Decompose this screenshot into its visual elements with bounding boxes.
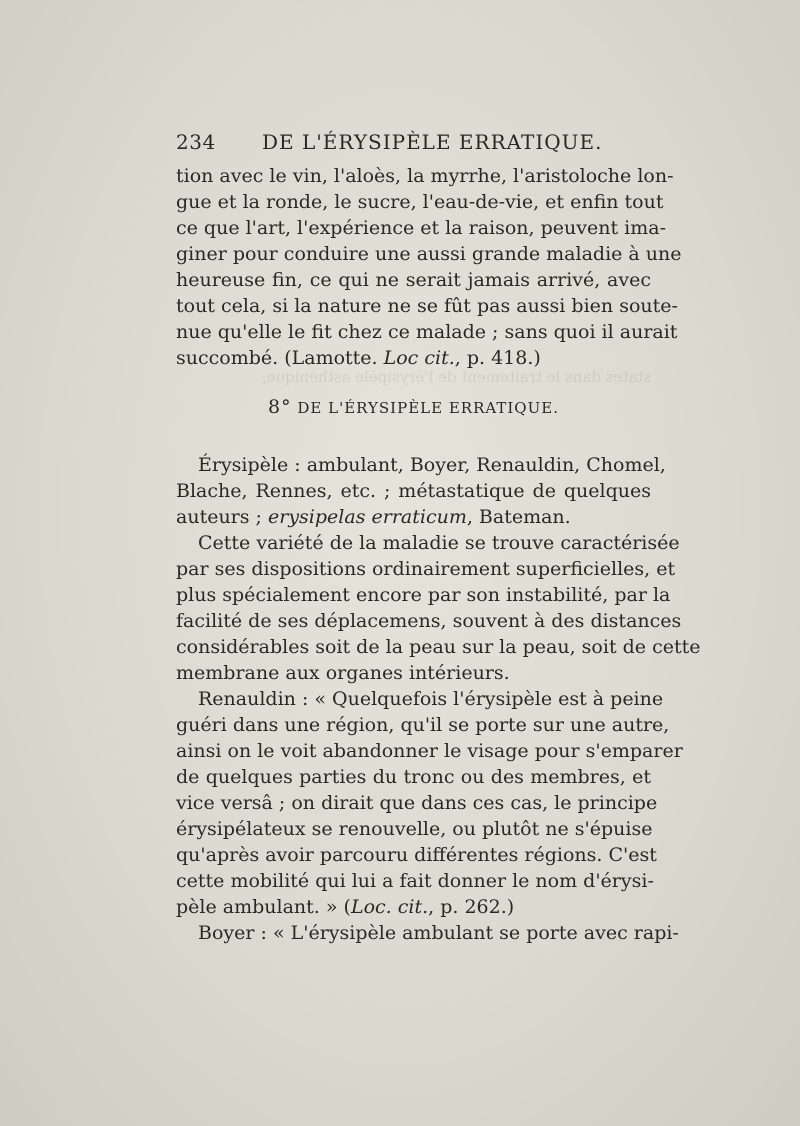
text-line: gue et la ronde, le sucre, l'eau-de-vie, et enfin tout [176, 191, 664, 213]
citation-page: , p. 262.) [428, 896, 515, 918]
text-line: qu'après avoir parcouru différentes régions. C'est [176, 844, 657, 866]
text-line: vice versâ ; on dirait que dans ces cas, le principe [176, 792, 658, 814]
text-line: de quelques parties du tronc ou des membres, et [176, 766, 651, 788]
text-line: guéri dans une région, qu'il se porte sur une autre, [176, 714, 670, 736]
text-line: érysipélateux se renouvelle, ou plutôt ne s'épuise [176, 818, 653, 840]
text-line: tout cela, si la nature ne se fût pas aussi bien soute- [176, 295, 678, 317]
text-line: Cette variété de la maladie se trouve caractérisée [198, 532, 680, 554]
synonyms-line: Érysipèle : ambulant, Boyer, Renauldin, Chomel, [198, 454, 666, 476]
citation-line [176, 894, 651, 920]
bleed-through: states dans le traitement de l'érysipèle asthénique; [261, 368, 651, 386]
synonyms-line [176, 504, 651, 530]
citation-text: pèle ambulant. » ( [176, 896, 351, 918]
section-number: 8° [268, 396, 292, 418]
text-line: considérables soit de la peau sur la peau, soit de cette [176, 636, 701, 658]
text-line: ce que l'art, l'expérience et la raison, peuvent ima- [176, 217, 666, 239]
text-line: membrane aux organes intérieurs. [176, 662, 510, 684]
text-line: tion avec le vin, l'aloès, la myrrhe, l'aristoloche lon- [176, 165, 674, 187]
citation-italic: Loc. cit. [350, 896, 429, 918]
synonyms-text: auteurs ; [176, 506, 268, 528]
running-title: DE L'ÉRYSIPÈLE ERRATIQUE. [262, 130, 603, 154]
citation-text: succombé. (Lamotte. [176, 347, 384, 369]
section-title: DE L'ÉRYSIPÈLE ERRATIQUE. [297, 399, 559, 417]
synonyms-line: Blache, Rennes, etc. ; métastatique de quelques [176, 480, 651, 502]
section-heading [176, 396, 651, 418]
citation-page: , p. 418.) [454, 347, 541, 369]
synonyms-italic: erysipelas erraticum [268, 506, 467, 528]
text-line: nue qu'elle le fit chez ce malade ; sans quoi il aurait [176, 321, 678, 343]
text-line: heureuse fin, ce qui ne serait jamais arrivé, avec [176, 269, 651, 291]
text-line: par ses dispositions ordinairement superficielles, et [176, 558, 676, 580]
text-line: Boyer : « L'érysipèle ambulant se porte avec rapi- [198, 922, 679, 944]
running-header [176, 128, 651, 160]
text-line: plus spécialement encore par son instabilité, par la [176, 584, 671, 606]
text-line: cette mobilité qui lui a fait donner le nom d'érysi- [176, 870, 654, 892]
text-line: facilité de ses déplacemens, souvent à des distances [176, 610, 682, 632]
synonyms-text: , Bateman. [466, 506, 571, 528]
text-line: giner pour conduire une aussi grande maladie à une [176, 243, 682, 265]
citation-italic: Loc cit. [383, 347, 455, 369]
page-number: 234 [176, 130, 216, 154]
text-line: ainsi on le voit abandonner le visage pour s'emparer [176, 740, 683, 762]
text-line: Renauldin : « Quelquefois l'érysipèle est à peine [198, 688, 664, 710]
